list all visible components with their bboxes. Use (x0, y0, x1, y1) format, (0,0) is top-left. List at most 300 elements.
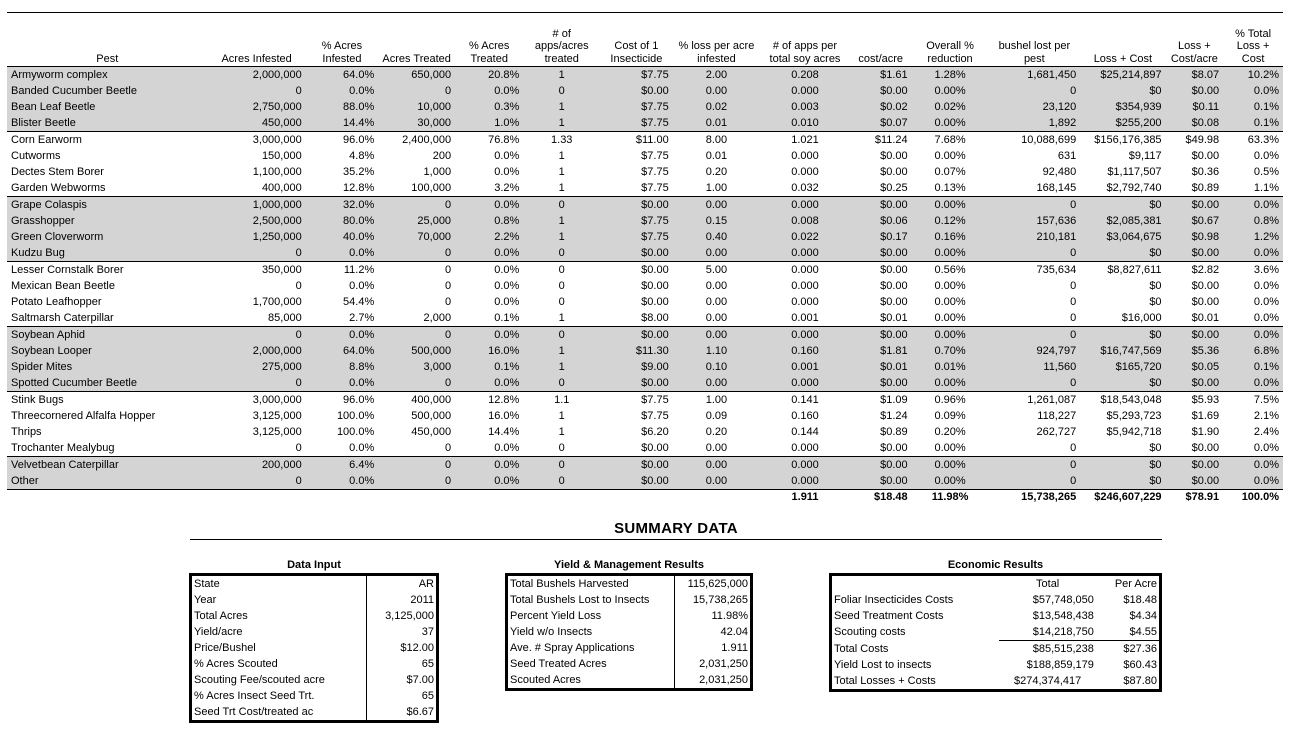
summary-label: Scouting Fee/scouted acre (191, 672, 367, 688)
cell-reduction: 0.00% (934, 296, 966, 308)
cell-acres-treated: 70,000 (378, 229, 455, 245)
cell-loss-pct: 0.00 (705, 312, 728, 324)
cell-acres-infested: 0 (295, 442, 302, 454)
cell-pct-treated: 0.0% (455, 327, 523, 344)
table-row (7, 83, 1283, 99)
cell-pct-infested: 40.0% (306, 229, 379, 245)
cell-cost: $0.00 (600, 245, 673, 262)
cell-pct-infested: 6.4% (306, 457, 379, 474)
cell-pct-total: 0.0% (1223, 83, 1283, 99)
cell-loss-pct: 0.01 (705, 150, 728, 162)
cell-acres-infested: 1,000,000 (208, 197, 306, 214)
cell-pct-total: 0.0% (1223, 197, 1283, 214)
cell-cost-acre: $0.07 (850, 115, 912, 132)
economic-total: $57,748,050 (1032, 594, 1094, 606)
cell-pct-infested: 12.8% (343, 182, 375, 194)
cell-acres-infested: 0 (208, 245, 306, 262)
cell-pct-infested: 8.8% (306, 359, 379, 375)
cell-loss-pct: 0.00 (673, 197, 760, 214)
cell-acres-treated: 0 (378, 457, 455, 474)
table-row (7, 327, 1283, 344)
cell-lc-acre: $0.00 (1166, 327, 1224, 344)
cell-acres-infested: 0 (208, 473, 306, 490)
table-row (7, 262, 1283, 279)
cell-cost-acre: $1.09 (850, 392, 912, 409)
cell-apps: 1.1 (523, 392, 600, 409)
cell-apps-total: 0.001 (791, 312, 819, 324)
economic-row (831, 673, 1161, 691)
cell-apps: 1 (523, 213, 600, 229)
summary-row (191, 704, 438, 722)
cell-apps-total: 0.000 (760, 197, 850, 214)
column-header: % Acres Infested (306, 13, 379, 67)
pest-name: Spider Mites (7, 359, 208, 375)
cell-apps-total: 0.001 (760, 359, 850, 375)
cell-reduction: 0.00% (934, 442, 966, 454)
cell-apps-total: 0.000 (760, 375, 850, 392)
cell-pct-total: 0.1% (1223, 99, 1283, 115)
cell-cost-acre: $0.00 (880, 442, 908, 454)
economic-results-panel (829, 557, 1162, 692)
cell-cost-acre: $0.06 (850, 213, 912, 229)
summary-row (507, 575, 752, 593)
cell-acres-infested: 450,000 (208, 115, 306, 132)
cell-pct-total: 10.2% (1223, 67, 1283, 84)
cell-bushel-lost: 0 (988, 327, 1080, 344)
column-header: Acres Treated (378, 13, 455, 67)
cell-cost: $0.00 (641, 280, 669, 292)
cell-loss-pct: 1.00 (673, 392, 760, 409)
column-header: % loss per acre infested (673, 13, 760, 67)
cell-reduction: 0.20% (934, 426, 966, 438)
cell-loss-pct: 0.09 (705, 410, 728, 422)
summary-label: Total Bushels Harvested (507, 575, 675, 593)
cell-pct-infested: 54.4% (343, 296, 375, 308)
cell-bushel-lost: 92,480 (1042, 166, 1077, 178)
cell-apps-total: 0.160 (760, 343, 850, 359)
pest-name: Soybean Aphid (7, 327, 208, 344)
cell-cost: $0.00 (600, 262, 673, 279)
cell-acres-treated: 10,000 (378, 99, 455, 115)
column-header: bushel lost per pest (988, 13, 1080, 67)
column-header: Pest (7, 13, 208, 67)
table-row (7, 245, 1283, 262)
summary-label: State (191, 575, 367, 593)
cell-loss-cost: $0 (1080, 83, 1165, 99)
cell-loss-pct: 0.40 (673, 229, 760, 245)
cell-reduction: 0.00% (912, 115, 989, 132)
cell-apps-total: 0.000 (791, 280, 819, 292)
table-row (7, 132, 1283, 149)
cell-lc-acre: $0.11 (1166, 99, 1224, 115)
cell-pct-treated: 0.1% (455, 359, 523, 375)
summary-row (507, 640, 752, 656)
cell-loss-pct: 0.00 (705, 280, 728, 292)
cell-bushel-lost: 0 (988, 457, 1080, 474)
cell-apps: 0 (523, 245, 600, 262)
cell-bushel-lost: 157,636 (988, 213, 1080, 229)
table-row (7, 229, 1283, 245)
cell-pct-treated: 3.2% (494, 182, 520, 194)
cell-loss-pct: 2.00 (673, 67, 760, 84)
data-input-panel (189, 557, 439, 723)
cell-pct-total: 6.8% (1223, 343, 1283, 359)
economic-total: $188,859,179 (1026, 659, 1094, 671)
cell-cost-acre: $0.00 (850, 457, 912, 474)
cell-pct-treated: 0.0% (455, 83, 523, 99)
total-bushel-lost: 15,738,265 (1021, 491, 1077, 503)
cell-pct-treated: 0.3% (455, 99, 523, 115)
cell-acres-infested: 2,000,000 (208, 67, 306, 84)
cell-acres-treated: 0 (378, 262, 455, 279)
summary-value: 1.911 (721, 642, 748, 654)
cell-acres-infested: 275,000 (208, 359, 306, 375)
table-row (7, 359, 1283, 375)
cell-apps: 1 (558, 150, 565, 162)
summary-row (507, 672, 752, 690)
column-header: Overall % reduction (912, 13, 989, 67)
cell-loss-pct: 0.20 (705, 166, 728, 178)
cell-apps-total: 0.000 (791, 442, 819, 454)
cell-cost: $6.20 (641, 426, 669, 438)
cell-apps-total: 0.010 (760, 115, 850, 132)
cell-pct-treated: 0.0% (455, 375, 523, 392)
cell-loss-cost: $0 (1149, 280, 1162, 292)
cell-acres-infested: 0 (208, 83, 306, 99)
economic-header-row (831, 575, 1161, 593)
cell-apps: 0 (523, 83, 600, 99)
empty-cell (208, 490, 306, 506)
pest-name: Spotted Cucumber Beetle (7, 375, 208, 392)
column-header: cost/acre (850, 13, 912, 67)
cell-pct-total: 1.1% (1253, 182, 1279, 194)
total-lc-acre: $78.91 (1185, 491, 1220, 503)
pest-name: Green Cloverworm (7, 229, 208, 245)
economic-per-acre: $60.43 (1123, 659, 1157, 671)
cell-lc-acre: $2.82 (1166, 262, 1224, 279)
cell-acres-treated: 0 (444, 280, 452, 292)
cell-pct-total: 0.0% (1223, 473, 1283, 490)
cell-bushel-lost: 0 (1070, 296, 1077, 308)
cell-pct-treated: 0.0% (455, 473, 523, 490)
cell-pct-total: 0.0% (1253, 296, 1279, 308)
pest-name: Threecornered Alfalfa Hopper (11, 410, 156, 422)
column-header: # of apps per total soy acres (760, 13, 850, 67)
cell-pct-total: 0.0% (1253, 442, 1279, 454)
table-row (7, 278, 1283, 294)
table-row (7, 310, 1283, 327)
summary-value: 37 (421, 626, 434, 638)
cell-acres-treated: 30,000 (378, 115, 455, 132)
cell-bushel-lost: 1,681,450 (988, 67, 1080, 84)
economic-row (831, 657, 1161, 673)
cell-cost-acre: $0.25 (880, 182, 908, 194)
cell-cost: $7.75 (641, 182, 669, 194)
cell-pct-infested: 0.0% (306, 245, 379, 262)
table-row (7, 424, 1283, 440)
table-row (7, 343, 1283, 359)
cell-apps-total: 0.000 (760, 262, 850, 279)
pest-name: Grasshopper (7, 213, 208, 229)
cell-pct-treated: 12.8% (455, 392, 523, 409)
cell-loss-pct: 0.00 (673, 83, 760, 99)
summary-row (191, 575, 438, 593)
cell-loss-cost: $9,117 (1128, 150, 1162, 162)
cell-cost: $0.00 (600, 473, 673, 490)
cell-bushel-lost: 0 (988, 83, 1080, 99)
cell-apps: 1 (558, 410, 565, 422)
pest-name: Armyworm complex (7, 67, 208, 84)
cell-reduction: 0.12% (912, 213, 989, 229)
cell-apps: 0 (558, 296, 565, 308)
cell-pct-total: 0.0% (1253, 280, 1279, 292)
cell-acres-treated: 2,000 (423, 312, 452, 324)
summary-label: % Acres Insect Seed Trt. (191, 688, 367, 704)
cell-pct-infested: 14.4% (306, 115, 379, 132)
cell-acres-treated: 450,000 (411, 426, 452, 438)
cell-apps-total: 0.003 (760, 99, 850, 115)
cell-apps-total: 0.208 (760, 67, 850, 84)
cell-pct-infested: 35.2% (343, 166, 375, 178)
cell-lc-acre: $0.00 (1191, 442, 1220, 454)
economic-column-header: Per Acre (1114, 578, 1157, 590)
cell-loss-cost: $2,085,381 (1080, 213, 1165, 229)
pest-name: Garden Webworms (11, 182, 106, 194)
cell-pct-treated: 16.0% (455, 343, 523, 359)
cell-apps: 1 (523, 359, 600, 375)
pest-name: Banded Cucumber Beetle (7, 83, 208, 99)
cell-cost-acre: $0.01 (880, 312, 908, 324)
cell-acres-infested: 350,000 (208, 262, 306, 279)
cell-cost: $7.75 (641, 166, 669, 178)
cell-reduction: 0.00% (912, 327, 989, 344)
cell-cost: $0.00 (600, 457, 673, 474)
cell-cost: $7.75 (600, 99, 673, 115)
summary-row (191, 592, 438, 608)
cell-acres-infested: 85,000 (268, 312, 302, 324)
cell-pct-infested: 0.0% (349, 280, 375, 292)
cell-bushel-lost: 262,727 (1036, 426, 1077, 438)
cell-loss-pct: 0.01 (673, 115, 760, 132)
cell-pct-infested: 100.0% (336, 426, 375, 438)
total-reduction: 11.98% (931, 491, 969, 503)
cell-acres-treated: 100,000 (411, 182, 452, 194)
cell-acres-infested: 0 (208, 375, 306, 392)
cell-loss-cost: $156,176,385 (1080, 132, 1165, 149)
cell-apps-total: 0.000 (791, 150, 819, 162)
cell-pct-treated: 20.8% (455, 67, 523, 84)
cell-reduction: 7.68% (912, 132, 989, 149)
summary-value: 115,625,000 (687, 578, 748, 590)
cell-acres-infested: 1,250,000 (208, 229, 306, 245)
table-row (7, 213, 1283, 229)
cell-lc-acre: $0.00 (1166, 375, 1224, 392)
cell-reduction: 0.00% (934, 312, 966, 324)
summary-value: AR (418, 578, 434, 590)
cell-apps-total: 0.000 (791, 166, 819, 178)
cell-apps: 1 (523, 67, 600, 84)
cell-lc-acre: $1.90 (1191, 426, 1220, 438)
cell-pct-infested: 64.0% (306, 343, 379, 359)
cell-lc-acre: $1.69 (1191, 410, 1220, 422)
cell-pct-infested: 0.0% (306, 83, 379, 99)
cell-lc-acre: $0.89 (1191, 182, 1220, 194)
cell-apps: 0 (558, 442, 565, 454)
table-row (7, 408, 1283, 424)
cell-pct-treated: 0.0% (455, 262, 523, 279)
cell-bushel-lost: 0 (988, 245, 1080, 262)
yield-results-panel (505, 557, 753, 691)
table-row (7, 440, 1283, 457)
cell-pct-total: 63.3% (1223, 132, 1283, 149)
cell-cost: $9.00 (600, 359, 673, 375)
cell-loss-cost: $0 (1080, 197, 1165, 214)
cell-acres-infested: 1,100,000 (252, 166, 302, 178)
cell-lc-acre: $0.67 (1166, 213, 1224, 229)
cell-loss-cost: $354,939 (1080, 99, 1165, 115)
cell-loss-pct: 0.00 (673, 327, 760, 344)
cell-cost: $0.00 (641, 296, 669, 308)
summary-label: Seed Treated Acres (507, 656, 675, 672)
cell-cost: $0.00 (641, 442, 669, 454)
total-pct-total: 100.0% (1241, 491, 1279, 503)
cell-pct-total: 1.2% (1223, 229, 1283, 245)
cell-pct-infested: 4.8% (349, 150, 375, 162)
cell-loss-cost: $0 (1080, 327, 1165, 344)
empty-cell (7, 490, 208, 506)
cell-reduction: 0.70% (912, 343, 989, 359)
table-row (7, 99, 1283, 115)
summary-value: 65 (421, 690, 434, 702)
cell-loss-cost: $5,293,723 (1106, 410, 1162, 422)
cell-reduction: 0.16% (912, 229, 989, 245)
economic-per-acre: $18.48 (1123, 594, 1157, 606)
empty-cell (378, 490, 455, 506)
cell-cost-acre: $0.02 (850, 99, 912, 115)
cell-bushel-lost: 118,227 (1037, 410, 1077, 422)
table-row (7, 197, 1283, 214)
cell-bushel-lost: 0 (988, 473, 1080, 490)
cell-acres-infested: 200,000 (208, 457, 306, 474)
cell-pct-infested: 96.0% (306, 392, 379, 409)
pest-name: Saltmarsh Caterpillar (11, 312, 114, 324)
table-row (7, 375, 1283, 392)
cell-pct-treated: 76.8% (455, 132, 523, 149)
cell-cost-acre: $0.00 (880, 150, 908, 162)
cell-lc-acre: $0.00 (1191, 150, 1220, 162)
empty-cell (455, 490, 523, 506)
cell-loss-pct: 0.00 (673, 245, 760, 262)
cell-loss-cost: $0 (1080, 375, 1165, 392)
cell-pct-infested: 100.0% (336, 410, 375, 422)
cell-acres-treated: 500,000 (411, 410, 452, 422)
cell-cost: $0.00 (600, 375, 673, 392)
summary-value: $6.67 (406, 706, 434, 718)
cell-acres-treated: 0 (378, 245, 455, 262)
cell-cost: $7.75 (641, 150, 669, 162)
table-row (7, 115, 1283, 132)
cell-cost-acre: $0.00 (880, 296, 908, 308)
cell-acres-treated: 500,000 (378, 343, 455, 359)
cell-reduction: 0.07% (934, 166, 966, 178)
cell-bushel-lost: 631 (1057, 150, 1077, 162)
summary-value: 65 (421, 658, 434, 670)
cell-cost: $7.75 (641, 410, 669, 422)
cell-loss-cost: $25,214,897 (1080, 67, 1165, 84)
cell-acres-infested: 0 (295, 280, 302, 292)
summary-label: Price/Bushel (191, 640, 367, 656)
summary-row (191, 624, 438, 640)
cell-loss-pct: 0.15 (673, 213, 760, 229)
cell-pct-total: 0.0% (1223, 375, 1283, 392)
cell-acres-treated: 0 (378, 197, 455, 214)
cell-apps-total: 0.032 (791, 182, 819, 194)
cell-reduction: 0.00% (912, 375, 989, 392)
cell-bushel-lost: 23,120 (988, 99, 1080, 115)
cell-pct-infested: 88.0% (306, 99, 379, 115)
cell-cost: $0.00 (600, 83, 673, 99)
cell-apps: 0 (523, 197, 600, 214)
summary-label: Year (191, 592, 367, 608)
cell-cost-acre: $0.00 (880, 166, 908, 178)
pest-name: Stink Bugs (7, 392, 208, 409)
cell-loss-pct: 0.02 (673, 99, 760, 115)
summary-value: 15,738,265 (692, 594, 748, 606)
economic-row (831, 592, 1161, 608)
pest-name: Corn Earworm (7, 132, 208, 149)
cell-loss-cost: $8,827,611 (1080, 262, 1165, 279)
summary-value: $12.00 (400, 642, 434, 654)
cell-loss-cost: $16,747,569 (1080, 343, 1165, 359)
cell-loss-cost: $18,543,048 (1080, 392, 1165, 409)
cell-apps-total: 0.008 (760, 213, 850, 229)
cell-bushel-lost: 0 (1070, 280, 1077, 292)
empty-cell (831, 575, 1000, 593)
data-input-title: Data Input (287, 559, 341, 571)
pest-name: Blister Beetle (7, 115, 208, 132)
summary-title: SUMMARY DATA (190, 520, 1162, 540)
summary-value: 11.98% (711, 610, 748, 622)
cell-loss-cost: $1,117,507 (1107, 166, 1162, 178)
cell-loss-cost: $0 (1080, 457, 1165, 474)
cell-reduction: 0.00% (912, 197, 989, 214)
table-row (7, 294, 1283, 310)
cell-pct-infested: 0.0% (306, 473, 379, 490)
summary-label: Yield w/o Insects (507, 624, 675, 640)
economic-row (831, 624, 1161, 641)
cell-pct-infested: 2.7% (349, 312, 375, 324)
cell-bushel-lost: 0 (988, 375, 1080, 392)
summary-label: Yield/acre (191, 624, 367, 640)
cell-apps: 1 (558, 182, 565, 194)
column-header: Acres Infested (208, 13, 306, 67)
empty-cell (523, 490, 600, 506)
cell-bushel-lost: 0 (1070, 442, 1077, 454)
pest-name: Lesser Cornstalk Borer (7, 262, 208, 279)
cell-reduction: 0.96% (912, 392, 989, 409)
cell-cost: $7.75 (600, 229, 673, 245)
cell-loss-pct: 1.10 (673, 343, 760, 359)
cell-apps-total: 0.022 (760, 229, 850, 245)
cell-lc-acre: $8.07 (1166, 67, 1224, 84)
cell-reduction: 0.01% (912, 359, 989, 375)
column-header: % Total Loss + Cost (1223, 13, 1283, 67)
cell-apps: 0 (523, 375, 600, 392)
economic-row (831, 641, 1161, 658)
pest-name: Other (7, 473, 208, 490)
cell-pct-treated: 0.0% (494, 280, 520, 292)
cell-acres-treated: 2,400,000 (378, 132, 455, 149)
